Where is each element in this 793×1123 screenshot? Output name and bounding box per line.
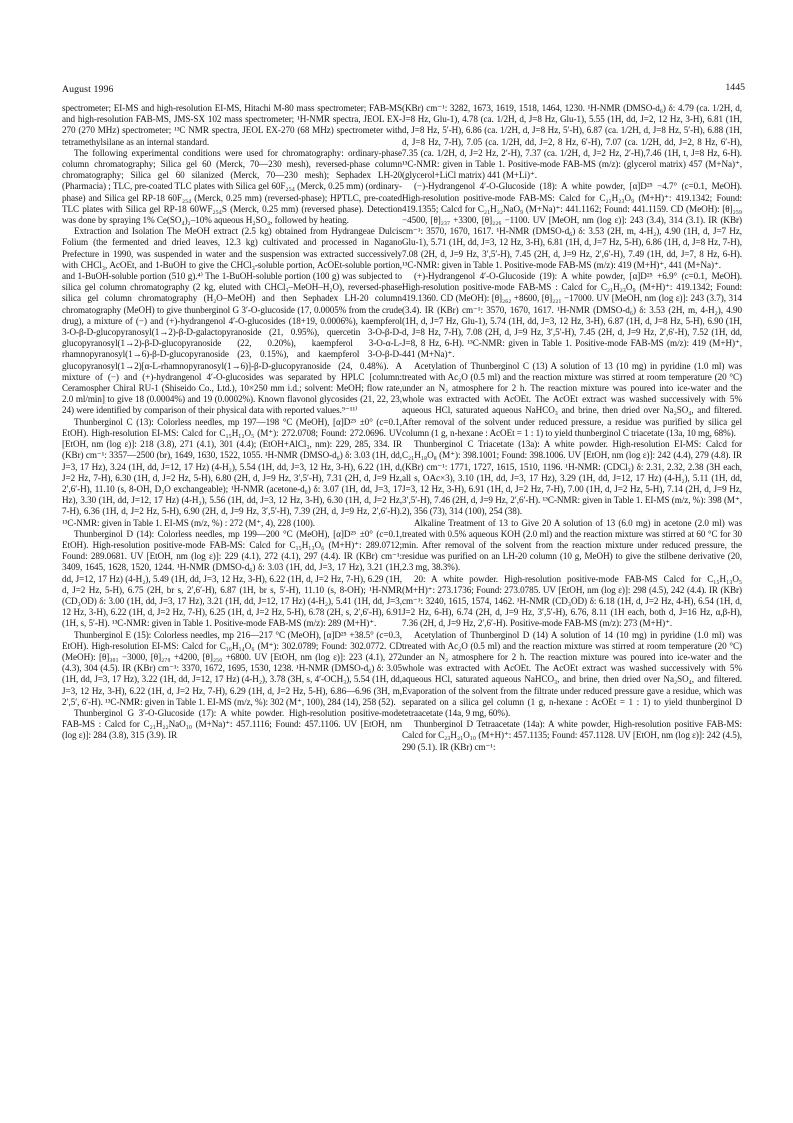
paragraph-hydrangenol-18: (−)-Hydrangenol 4′-O-Glucoside (18): A white powder, [α]D²⁵ −4.7° (c=0.1, MeOH). High-resolution positive-mode FAB-MS: Calcd for C₂₁H₂₃O₉ (M+H)⁺: 419.1342; Found: 419.1355; Calcd for C₂₁H₂₂NaO₉ (M+Na)⁺: 441.1162; Found: 441.1159. CD (MeOH): [θ]₂₅₉ −4500, [θ]₂₃₇ +3300, [θ]₂₂₆ −1100. UV [MeOH, nm (log ε)]: 243 (3.4), 314 (3.1). IR (KBr) cm⁻¹: 3570, 1670, 1617. ¹H-NMR (DMSO-d₆) δ: 3.53 (2H, m, 4-H₂), 4.90 (1H, d, J=7 Hz, Glu-1), 5.71 (1H, dd, J=3, 12 Hz, 3-H), 6.81 (1H, d, J=7 Hz, 5-H), 6.86 (1H, d, J=8 Hz, 7-H), 7.08 (2H, d, J=9 Hz, 3′,5′-H), 7.45 (2H, d, J=9 Hz, 2′,6′-H), 7.49 (1H, dd, J=7, 8 Hz, 6-H). ¹³C-NMR: given in Table 1. Positive-mode FAB-MS (m/z): 419 (M+H)⁺, 441 (M+Na)⁺. — [402, 181, 742, 270]
running-header-date: August 1996 — [62, 84, 114, 95]
left-column — [62, 103, 402, 742]
paragraph-instruments: spectrometer; EI-MS and high-resolution EI-MS, Hitachi M-80 mass spectrometer; FAB-MS and high-resolution FAB-MS, JMS-SX 102 mass spectrometer; ¹H-NMR spectra, JEOL EX-270 (270 MHz) spectrometer; ¹³C NMR spectra, JEOL EX-270 (68 MHz) spectrometer with tetramethylsilane as an internal standard. — [62, 103, 402, 147]
paragraph-thunberginol-c: Thunberginol C (13): Colorless needles, mp 197—198 °C (MeOH), [α]D²⁵ ±0° (c=0.1, EtOH). High-resolution EI-MS: Calcd for C₁₅H₁₂O₅ (M⁺): 272.0708; Found: 272.0696. UV [EtOH, nm (log ε)]: 218 (3.8), 271 (4.1), 301 (4.4); (EtOH+AlCl₃, nm): 229, 285, 334. IR (KBr) cm⁻¹: 3357—2500 (br), 1649, 1630, 1522, 1055. ¹H-NMR (DMSO-d₆) δ: 3.03 (1H, dd, J=3, 17 Hz), 3.24 (1H, dd, J=12, 17 Hz) (4-H₂), 5.54 (1H, dd, J=3, 12 Hz, 3-H), 6.22 (1H, d, J=2 Hz, 7-H), 6.30 (1H, d, J=2 Hz, 5-H), 6.80 (2H, d, J=9 Hz, 3′,5′-H), 7.31 (2H, d, J=9 Hz, 2′,6′-H), 11.10 (s, 8-OH, D₂O exchangeable); ¹H-NMR (acetone-d₆) δ: 3.07 (1H, dd, J=3, 17 Hz), 3.30 (1H, dd, J=12, 17 Hz) (4-H₂), 5.56 (1H, dd, J=3, 12 Hz, 3-H), 6.30 (1H, d, J=2 Hz, 7-H), 6.36 (1H, d, J=2 Hz, 5-H), 6.90 (2H, d, J=9 Hz, 3′,5′-H), 7.39 (2H, d, J=9 Hz, 2′,6′-H). ¹³C-NMR: given in Table 1. EI-MS (m/z, %) : 272 (M⁺, 4), 228 (100). — [62, 416, 402, 528]
right-column — [402, 103, 742, 753]
paragraph-extraction-isolation: Extraction and Isolation The MeOH extract (2.5 kg) obtained from Hydrangeae Dulcis Folium (the fermented and dried leaves, 12.3 kg) cultivated and processed in Nagano Prefecture in 1990, was suspended in water and the suspension was extracted successively with CHCl₃, AcOEt, and 1-BuOH to give the CHCl₃-soluble portion, AcOEt-soluble portion, and 1-BuOH-soluble portion (510 g).⁴⁾ The 1-BuOH-soluble portion (100 g) was subjected to silica gel column chromatography (2 kg, eluted with CHCl₃–MeOH–H₂O), reversed-phase silica gel column chromatography (H₂O–MeOH) and then Sephadex LH-20 column chromatography (MeOH) to give thunberginol G 3′-O-glucoside (17, 0.0005% from the crude drug), a mixture of (−) and (+)-hydrangenol 4′-O-glucosides (18+19, 0.0006%), kaempferol 3-O-β-D-glucopyranosyl(1→2)-β-D-galactopyranoside (21, 0.95%), quercetin 3-O-β-D-glucopyranosyl(1→2)-β-D-glucopyranoside (22, 0.20%), kaempferol 3-O-α-L-rhamnopyranosyl(1→6)-β-D-glucopyranoside (23, 0.15%), and kaempferol 3-O-β-D-glucopyranosyl(1→2)[α-L-rhamnopyranosyl(1→6)]-β-D-glucopyranoside (24, 0.48%). A mixture of (−) and (+)-hydrangenol 4′-O-glucosides was separated by HPLC [column: Ceramospher Chiral RU-1 (Shiseido Co., Ltd.), 10×250 mm i.d.; solvent: MeOH; flow rate, 2.0 ml/min] to give 18 (0.0004%) and 19 (0.0002%). Known flavonol glycosides (21, 22, 23, 24) were identified by comparison of their physical data with reported values.⁹⁻¹¹⁾ — [62, 226, 402, 416]
paragraph-thunberginol-e: Thunberginol E (15): Colorless needles, mp 216—217 °C (MeOH), [α]D²⁵ +38.5° (c=0.3, EtOH). High-resolution EI-MS: Calcd for C₁₆H₁₄O₆ (M⁺): 302.0789; Found: 302.0772. CD (MeOH): [θ]₃₀₁ −3000, [θ]₂₇₉ +4200, [θ]₂₅₀ +6800. UV [EtOH, nm (log ε)]: 223 (4.1), 272 (4.3), 304 (4.5). IR (KBr) cm⁻¹: 3370, 1672, 1695, 1530, 1238. ¹H-NMR (DMSO-d₆) δ: 3.05 (1H, dd, J=3, 17 Hz), 3.22 (1H, dd, J=12, 17 Hz) (4-H₂), 3.78 (3H, s, 4′-OCH₃), 5.54 (1H, dd, J=3, 12 Hz, 3-H), 6.22 (1H, d, J=2 Hz, 7-H), 6.29 (1H, d, J=2 Hz, 5-H), 6.86—6.96 (3H, m, 2′,5′, 6′-H). ¹³C-NMR: given in Table 1. EI-MS (m/z, %): 302 (M⁺, 100), 284 (14), 258 (52). — [62, 629, 402, 707]
paragraph-acetylation-13: Acetylation of Thunberginol C (13) A solution of 13 (10 mg) in pyridine (1.0 ml) was treated with Ac₂O (0.5 ml) and the reaction mixture was stirred at room temperature (20 °C) under an N₂ atmosphere for 2 h. The reaction mixture was poured into ice-water and the whole was extracted with AcOEt. The AcOEt extract was washed successively with 5% aqueous HCl, saturated aqueous NaHCO₃ and brine, then dried over Na₂SO₄, and filtered. After removal of the solvent under reduced pressure, a residue was purified by silica gel column (1 g, n-hexane : AcOEt = 1 : 1) to yield thunberginol C triacetate (13a, 10 mg, 68%). — [402, 360, 742, 438]
page-number: 1445 — [725, 82, 745, 93]
paragraph-tetraacetate-14a: Thunberginol D Tetraacetate (14a): A white powder, High-resolution positive FAB-MS: Calcd for C₂₃H₂₁O₁₀ (M+H)⁺: 457.1135; Found: 457.1128. UV [EtOH, nm (log ε)]: 242 (4.5), 290 (5.1). IR (KBr) cm⁻¹: — [402, 719, 742, 752]
paragraph-thunberginol-g-glucoside: Thunberginol G 3′-O-Glucoside (17): A white powder. High-resolution positive-mode FAB-MS : Calcd for C₂₁H₂₂NaO₁₀ (M+Na)⁺: 457.1116; Found: 457.1106. UV [EtOH, nm (log ε)]: 284 (3.8), 315 (3.9). IR — [62, 707, 402, 741]
paragraph-acetylation-14: Acetylation of Thunberginol D (14) A solution of 14 (10 mg) in pyridine (1.0 ml) was treated with Ac₂O (0.5 ml) and the reaction mixture was stirred at room temperature (20 °C) under an N₂ atmosphere for 2 h. The reaction mixture was poured into ice-water and the whole was extracted with AcOEt. The AcOEt extract was washed successively with 5% aqueous HCl, saturated aqueous NaHCO₃, and brine, then dried over Na₂SO₄, and filtered. Evaporation of the solvent from the filtrate under reduced pressure gave a residue, which was separated on a silica gel column (1 g, n-hexane : AcOEt = 1 : 1) to yield thunberginol D tetraacetate (14a, 9 mg, 60%). — [402, 629, 742, 718]
paragraph-triacetate-13a: Thunberginol C Triacetate (13a): A white powder. High-resolution EI-MS: Calcd for C₂₁H₁₈O₈ (M⁺): 398.1001; Found: 398.1006. UV [EtOH, nm (log ε)]: 242 (4.4), 279 (4.8). IR (KBr) cm⁻¹: 1771, 1727, 1615, 1510, 1196. ¹H-NMR: (CDCl₃) δ: 2.31, 2.32, 2.38 (3H each, all s, OAc×3), 3.10 (1H, dd, J=3, 17 Hz), 3.29 (1H, dd, J=12, 17 Hz) (4-H₂), 5.11 (1H, dd, J=3, 12 Hz, 3-H), 6.91 (1H, d, J=2 Hz, 7-H), 7.00 (1H, d, J=2 Hz, 5-H), 7.14 (2H, d, J=9 Hz, 3′,5′-H), 7.46 (2H, d, J=9 Hz, 2′,6′-H). ¹³C-NMR: given in Table 1. EI-MS (m/z, %): 398 (M⁺, 2), 356 (73), 314 (100), 254 (38). — [402, 439, 742, 517]
paragraph-thunberginol-d: Thunberginol D (14): Colorless needles, mp 199—200 °C (MeOH), [α]D²⁵ ±0° (c=0.1, EtOH). High-resolution positive-mode FAB-MS: Calcd for C₁₅H₁₃O₆ (M+H)⁺: 289.0712; Found: 289.0681. UV [EtOH, nm (log ε)]: 229 (4.1), 272 (4.1), 297 (4.4). IR (KBr) cm⁻¹: 3409, 1645, 1628, 1520, 1244. ¹H-NMR (DMSO-d₆) δ: 3.03 (1H, dd, J=3, 17 Hz), 3.21 (1H, dd, J=12, 17 Hz) (4-H₂), 5.49 (1H, dd, J=3, 12 Hz, 3-H), 6.22 (1H, d, J=2 Hz, 7-H), 6.29 (1H, d, J=2 Hz, 5-H), 6.75 (2H, br s, 2′,6′-H), 6.87 (1H, br s, 5′-H), 11.10 (s, 8-OH); ¹H-NMR (CD₃OD) δ: 3.00 (1H, dd, J=3, 17 Hz), 3.21 (1H, dd, J=12, 17 Hz) (4-H₂), 5.41 (1H, dd, J=3, 12 Hz, 3-H), 6.22 (1H, d, J=2 Hz, 7-H), 6.25 (1H, d, J=2 Hz, 5-H), 6.78 (2H, s, 2′,6′-H), 6.91 (1H, s, 5′-H). ¹³C-NMR: given in Table 1. Positive-mode FAB-MS (m/z): 289 (M+H)⁺. — [62, 528, 402, 629]
paragraph-alkaline-treatment: Alkaline Treatment of 13 to Give 20 A solution of 13 (6.0 mg) in acetone (2.0 ml) was treated with 0.5% aqueous KOH (2.0 ml) and the reaction mixture was stirred at 60 °C for 30 min. After removal of the solvent from the reaction mixture under reduced pressure, the residue was purified on an LH-20 column (10 g, MeOH) to give the stilbene derivative (20, 2.3 mg, 38.3%). — [402, 517, 742, 573]
paragraph-hydrangenol-19: (+)-Hydrangenol 4′-O-Glucoside (19): A white powder, [α]D²⁵ +6.9° (c=0.1, MeOH). High-resolution positive-mode FAB-MS : Calcd for C₂₁H₂₃O₉ (M+H)⁺: 419.1342; Found: 419.1360. CD (MeOH): [θ]₂₆₂ +8600, [θ]₂₂₁ −17000. UV [MeOH, nm (log ε)]: 243 (3.7), 314 (3.4). IR (KBr) cm⁻¹: 3570, 1670, 1617. ¹H-NMR (DMSO-d₆) δ: 3.53 (2H, m, 4-H₂), 4.90 (1H, d, J=7 Hz, Glu-1), 5.74 (1H, dd, J=3, 12 Hz, 3-H), 6.87 (1H, d, J=8 Hz, 5-H), 6.90 (1H, d, J=8 Hz, 7-H), 7.08 (2H, d, J=9 Hz, 3′,5′-H), 7.45 (2H, d, J=9 Hz, 2′,6′-H), 7.52 (1H, dd, J=8, 8 Hz, 6-H). ¹³C-NMR: given in Table 1. Positive-mode FAB-MS (m/z): 419 (M+H)⁺, 441 (M+Na)⁺. — [402, 271, 742, 360]
paragraph-chromatography: The following experimental conditions were used for chromatography: ordinary-phase column chromatography; Silica gel 60 (Merck, 70—230 mesh), reversed-phase column chromatography; Silica gel 60 silanized (Merck, 70—230 mesh); Sephadex LH-20 (Pharmacia) ; TLC, pre-coated TLC plates with Silica gel 60F₂₅₄ (Merck, 0.25 mm) (ordinary-phase) and Silica gel RP-18 60F₂₅₄ (Merck, 0.25 mm) (reversed-phase); HPTLC, pre-coated TLC plates with Silica gel RP-18 60WF₂₅₄S (Merck, 0.25 mm) (reversed phase). Detection was done by spraying 1% Ce(SO₄)₂–10% aqueous H₂SO₄, followed by heating. — [62, 147, 402, 226]
paragraph-glucoside-17-continued: (KBr) cm⁻¹: 3282, 1673, 1619, 1518, 1464, 1230. ¹H-NMR (DMSO-d₆) δ: 4.79 (ca. 1/2H, d, J=8 Hz, Glu-1), 4.78 (ca. 1/2H, d, J=8 Hz, Glu-1), 5.55 (1H, dd, J=2, 12 Hz, 3-H), 6.81 (1H, d, J=8 Hz, 5′-H), 6.86 (ca. 1/2H, d, J=8 Hz, 5′-H), 6.87 (ca. 1/2H, d, J=8 Hz, 5′-H), 6.88 (1H, d, J=8 Hz, 7-H), 7.05 (ca. 1/2H, dd, J=2, 8 Hz, 6′-H), 7.07 (ca. 1/2H, dd, J=2, 8 Hz, 6′-H), 7.35 (ca. 1/2H, d, J=2 Hz, 2′-H), 7.37 (ca. 1/2H, d, J=2 Hz, 2′-H),7.46 (1H, t, J=8 Hz, 6-H). ¹³C-NMR: given in Table 1. Positive-mode FAB-MS (m/z): (glycerol matrix) 457 (M+Na)⁺, (glycerol+LiCl matrix) 441 (M+Li)⁺. — [402, 103, 742, 181]
paragraph-compound-20: 20: A white powder. High-resolution positive-mode FAB-MS Calcd for C₁₅H₁₃O₅ (M+H)⁺: 273.1736; Found: 273.0785. UV [EtOH, nm (log ε)]: 298 (4.5), 242 (4.4). IR (KBr) cm⁻¹: 3240, 1615, 1574, 1462. ¹H-NMR (CD₃OD) δ: 6.18 (1H, d, J=2 Hz, 4-H), 6.54 (1H, d, J=2 Hz, 6-H), 6.74 (2H, d, J=9 Hz, 3′,5′-H), 6.76, 8.11 (1H each, both d, J=16 Hz, α,β-H), 7.36 (2H, d, J=9 Hz, 2′,6′-H). Positive-mode FAB-MS (m/z): 273 (M+H)⁺. — [402, 573, 742, 629]
